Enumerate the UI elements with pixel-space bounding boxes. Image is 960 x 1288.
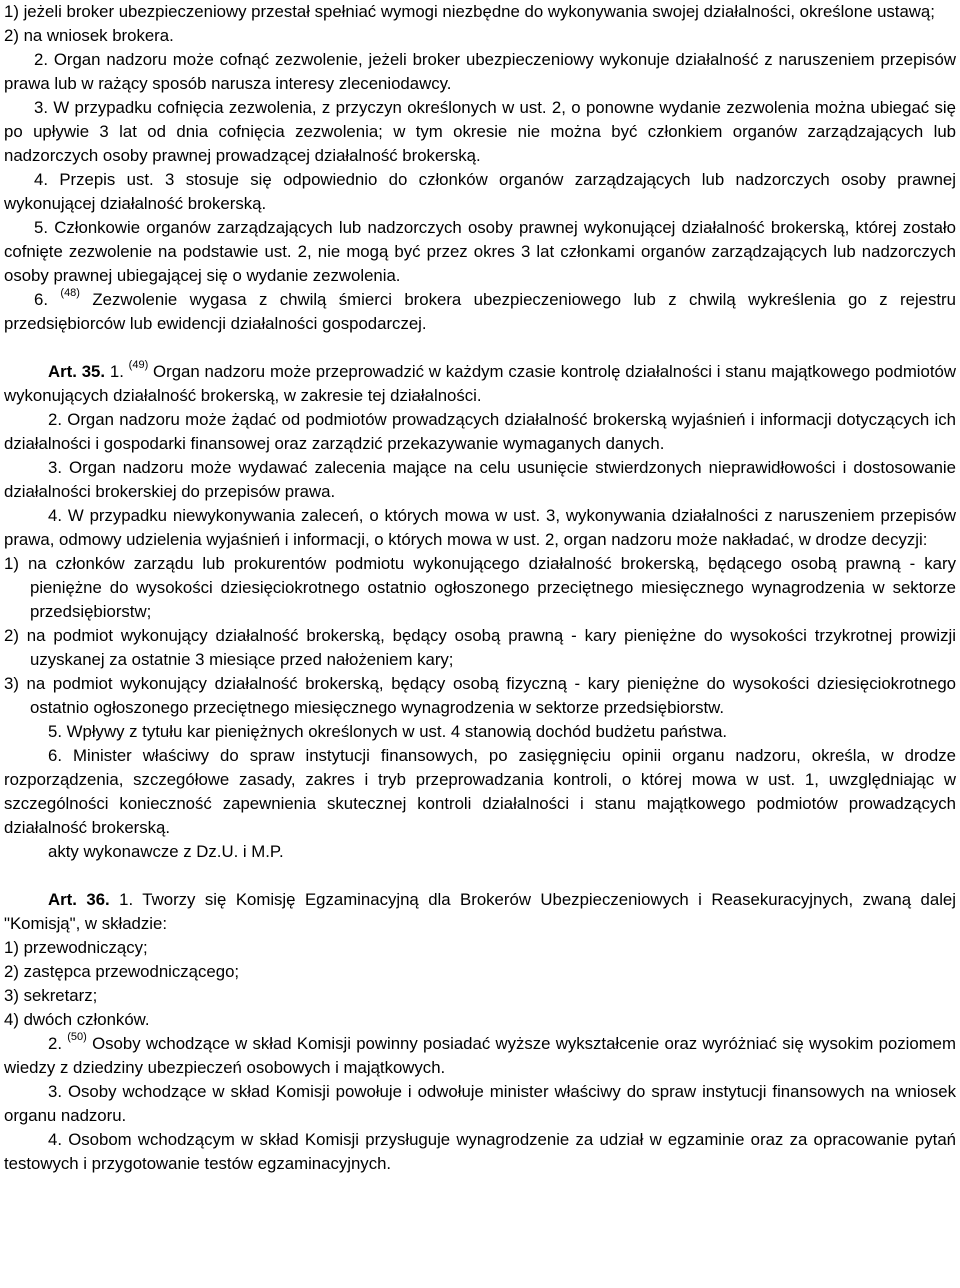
- article-35-ust-6: 6. Minister właściwy do spraw instytucji finansowych, po zasięgnięciu opinii organu nadzoru, określa, w drodze rozporządzenia, szczegółowe zasady, zakres i tryb przeprowadzania kontroli, o której mowa w ust. 1, uwzględniając w szczególności konieczność zapewnienia skutecznej kontroli działalności i stanu majątkowego podmiotów prowadzących działalność brokerską.: [4, 746, 956, 837]
- spacer: [4, 336, 956, 360]
- paragraph-ust-5: 5. Członkowie organów zarządzających lub nadzorczych osoby prawnej wykonującej działalność brokerską, której zostało cofnięte zezwolenie na podstawie ust. 2, nie mogą być przez okres 3 lat członkami organów zarządzających lub nadzorczych osoby prawnej ubiegającej się o wydanie zezwolenia.: [4, 218, 956, 285]
- implementing-acts-note: akty wykonawcze z Dz.U. i M.P.: [48, 842, 284, 861]
- article-label: Art. 36.: [48, 890, 110, 909]
- article-35-ust-2: 2. Organ nadzoru może żądać od podmiotów prowadzących działalność brokerską wyjaśnień i informacji dotyczących ich działalności i gospodarki finansowej oraz zarządzić przekazywanie wymaganych danych.: [4, 410, 956, 453]
- article-36-pkt-2: 2) zastępca przewodniczącego;: [4, 962, 240, 981]
- ust-text: Zezwolenie wygasa z chwilą śmierci brokera ubezpieczeniowego lub z chwilą wykreślenia go z rejestru przedsiębiorców lub ewidencji działalności gospodarczej.: [4, 290, 956, 333]
- article-35-ust-4: 4. W przypadku niewykonywania zaleceń, o których mowa w ust. 3, wykonywania działalności z naruszeniem przepisów prawa, odmowy udzielenia wyjaśnień i informacji, o których mowa w ust. 2, organ nadzoru może nakładać, w drodze decyzji:: [4, 506, 956, 549]
- article-36-ust-2: [4, 1032, 956, 1080]
- article-36-ust-3: 3. Osoby wchodzące w skład Komisji powołuje i odwołuje minister właściwy do spraw instytucji finansowych na wniosek organu nadzoru.: [4, 1082, 956, 1125]
- article-36: [4, 888, 956, 936]
- article-label: Art. 35.: [48, 362, 106, 381]
- article-35-ust-4-pkt-2: 2) na podmiot wykonujący działalność brokerską, będący osobą prawną - kary pieniężne do wysokości trzykrotnej prowizji uzyskanej za ostatnie 3 miesiące przed nałożeniem kary;: [4, 626, 956, 669]
- article-35-ust-3: 3. Organ nadzoru może wydawać zalecenia mające na celu usunięcie stwierdzonych nieprawidłowości i dostosowanie działalności brokerskiej do przepisów prawa.: [4, 458, 956, 501]
- paragraph-ust-6: [4, 288, 956, 336]
- article-35: [4, 360, 956, 408]
- article-35-ust-4-pkt-3: 3) na podmiot wykonujący działalność brokerską, będący osobą fizyczną - kary pieniężne do wysokości dziesięciokrotnego ostatnio ogłoszonego przeciętnego miesięcznego wynagrodzenia w sektorze przedsiębiorstw.: [4, 674, 956, 717]
- spacer: [4, 864, 956, 888]
- article-36-pkt-4: 4) dwóch członków.: [4, 1010, 150, 1029]
- ust-number: 2.: [48, 1034, 62, 1053]
- article-35-ust-5: 5. Wpływy z tytułu kar pieniężnych określonych w ust. 4 stanowią dochód budżetu państwa.: [48, 722, 728, 741]
- article-36-ust-4: 4. Osobom wchodzącym w skład Komisji przysługuje wynagrodzenie za udział w egzaminie oraz za opracowanie pytań testowych i przygotowanie testów egzaminacyjnych.: [4, 1130, 956, 1173]
- paragraph-ust-2: 2. Organ nadzoru może cofnąć zezwolenie, jeżeli broker ubezpieczeniowy wykonuje działalność z naruszeniem przepisów prawa lub w rażący sposób narusza interesy zleceniodawcy.: [4, 50, 956, 93]
- paragraph-item-1: 1) jeżeli broker ubezpieczeniowy przestał spełniać wymogi niezbędne do wykonywania swojej działalności, określone ustawą;: [4, 2, 935, 21]
- article-35-ust-4-pkt-1: 1) na członków zarządu lub prokurentów podmiotu wykonującego działalność brokerską, będącego osobą prawną - kary pieniężne do wysokości dziesięciokrotnego ostatnio ogłoszonego przeciętnego miesięcznego wynagrodzenia w sektorze przedsiębiorstw;: [4, 554, 956, 621]
- ust-text: Osoby wchodzące w skład Komisji powinny posiadać wyższe wykształcenie oraz wyróżniać się wysokim poziomem wiedzy z dziedziny ubezpieczeń osobowych i majątkowych.: [4, 1034, 956, 1077]
- document-text: [4, 0, 956, 1176]
- footnote-ref: (49): [128, 359, 149, 372]
- paragraph-item-2: 2) na wniosek brokera.: [4, 26, 174, 45]
- article-text: Organ nadzoru może przeprowadzić w każdym czasie kontrolę działalności i stanu majątkowego podmiotów wykonujących działalność brokerską, w zakresie tej działalności.: [4, 362, 956, 405]
- article-36-pkt-3: 3) sekretarz;: [4, 986, 98, 1005]
- ust-number: 6.: [34, 290, 48, 309]
- article-36-pkt-1: 1) przewodniczący;: [4, 938, 148, 957]
- ust-number: 1.: [109, 362, 124, 381]
- footnote-ref: (50): [67, 1031, 87, 1044]
- article-text: 1. Tworzy się Komisję Egzaminacyjną dla Brokerów Ubezpieczeniowych i Reasekuracyjnych, zwaną dalej "Komisją", w składzie:: [4, 890, 956, 933]
- footnote-ref: (48): [60, 287, 80, 300]
- paragraph-ust-3: 3. W przypadku cofnięcia zezwolenia, z przyczyn określonych w ust. 2, o ponowne wydanie zezwolenia można ubiegać się po upływie 3 lat od dnia cofnięcia zezwolenia; w tym okresie nie można być członkiem organów zarządzających lub nadzorczych osoby prawnej prowadzącej działalność brokerską.: [4, 98, 956, 165]
- paragraph-ust-4: 4. Przepis ust. 3 stosuje się odpowiednio do członków organów zarządzających lub nadzorczych osoby prawnej wykonującej działalność brokerską.: [4, 170, 956, 213]
